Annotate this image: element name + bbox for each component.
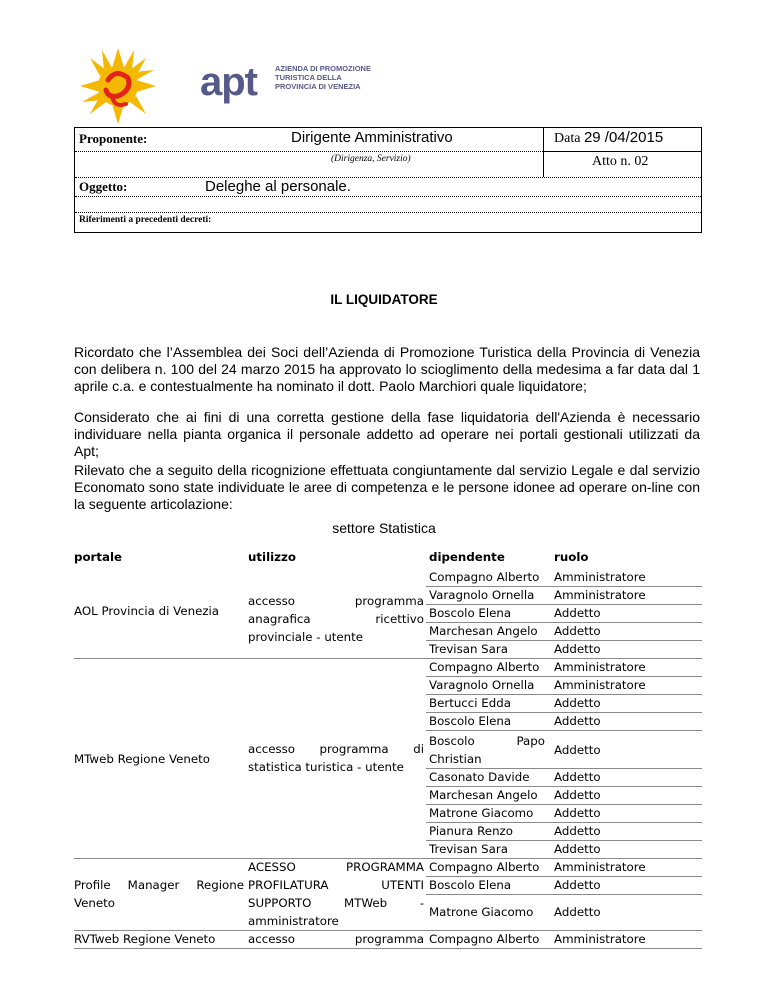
table-cell-dipendente: Boscolo Elena — [429, 878, 512, 892]
table-cell-ruolo: Amministratore — [554, 570, 646, 584]
table-cell-dipendente: Compagno Alberto — [429, 570, 540, 584]
table-cell-dipendente: Bertucci Edda — [429, 696, 511, 710]
table-cell-ruolo: Amministratore — [554, 860, 646, 874]
table-cell-ruolo: Addetto — [554, 606, 601, 620]
table-cell-ruolo: Addetto — [554, 788, 601, 802]
table-cell-dipendente: Trevisan Sara — [429, 642, 508, 656]
table-cell-dipendente: Matrone Giacomo — [429, 806, 534, 820]
paragraph-ricordato: Ricordato che l’Assemblea dei Soci dell’Azienda di Promozione Turistica della Provincia di Venezia con delibera n. 100 del 24 marzo 2015 ha approvato lo scioglimento della medesima a far data dal 1 aprile c.a. e contestualmente ha nominato il dott. Paolo Marchiori quale liquidatore; — [74, 344, 700, 394]
table-cell-dipendente: Matrone Giacomo — [429, 905, 534, 919]
oggetto-label: Oggetto: — [79, 179, 128, 194]
table-cell-dipendente: Compagno Alberto — [429, 932, 540, 946]
table-cell-dipendente: Boscolo Papo Christian — [429, 734, 545, 766]
table-cell-ruolo: Addetto — [554, 842, 601, 856]
logo-subtitle: AZIENDA DI PROMOZIONE TURISTICA DELLA PROVINCIA DI VENEZIA — [275, 64, 371, 91]
table-cell-dipendente: Marchesan Angelo — [429, 788, 538, 802]
table-cell-dipendente: Varagnolo Ornella — [429, 678, 535, 692]
table-cell-ruolo: Addetto — [554, 905, 601, 919]
table-cell-dipendente: Boscolo Elena — [429, 606, 512, 620]
data-field: Data 29 /04/2015 — [554, 129, 664, 146]
atto-number: Atto n. 02 — [592, 154, 649, 169]
table-cell-ruolo: Addetto — [554, 642, 601, 656]
table-cell-dipendente: Casonato Davide — [429, 770, 530, 784]
table-cell-dipendente: Pianura Renzo — [429, 824, 513, 838]
sector-title: settore Statistica — [332, 520, 436, 536]
table-cell-ruolo: Addetto — [554, 714, 601, 728]
document-header — [74, 127, 702, 233]
table-cell-utilizzo: accesso programma — [248, 932, 424, 946]
paragraph-considerato: Considerato che ai fini di una corretta gestione della fase liquidatoria dell'Azienda è necessario individuare nella pianta organica il personale addetto ad operare nei portali gestionali utilizzati da Apt; — [74, 409, 700, 459]
proponente-label: Proponente: — [79, 131, 148, 146]
table-cell-dipendente: Compagno Alberto — [429, 660, 540, 674]
oggetto-value: Deleghe al personale. — [205, 178, 351, 195]
table-cell-dipendente: Trevisan Sara — [429, 842, 508, 856]
table-cell-ruolo: Addetto — [554, 743, 601, 757]
document-title: IL LIQUIDATORE — [330, 292, 438, 307]
paragraph-rilevato: Rilevato che a seguito della ricognizione effettuata congiuntamente dal servizio Legale e dal servizio Economato sono state individuate le aree di competenza e le persone idonee ad operare on-line con la seguente articolazione: — [74, 462, 700, 512]
table-cell-ruolo: Amministratore — [554, 932, 646, 946]
table-cell-portale: Profile Manager Regione Veneto — [74, 878, 244, 910]
table-cell-portale: RVTweb Regione Veneto — [74, 932, 216, 946]
proponente-note: (Dirigenza, Servizio) — [331, 154, 411, 164]
table-cell-utilizzo: accesso programma di statistica turistica - utente — [248, 742, 424, 774]
table-cell-ruolo: Addetto — [554, 624, 601, 638]
table-cell-dipendente: Boscolo Elena — [429, 714, 512, 728]
table-cell-ruolo: Amministratore — [554, 660, 646, 674]
column-header-utilizzo: utilizzo — [248, 550, 297, 564]
sun-logo-icon — [78, 46, 158, 126]
table-cell-portale: MTweb Regione Veneto — [74, 752, 210, 766]
table-cell-dipendente: Marchesan Angelo — [429, 624, 538, 638]
table-cell-ruolo: Addetto — [554, 806, 601, 820]
table-cell-ruolo: Addetto — [554, 824, 601, 838]
table-cell-portale: AOL Provincia di Venezia — [74, 604, 220, 618]
table-cell-ruolo: Addetto — [554, 770, 601, 784]
table-cell-utilizzo: ACESSO PROGRAMMA PROFILATURA UTENTI SUPPORTO MTWeb - amministratore — [248, 860, 424, 928]
table-cell-dipendente: Varagnolo Ornella — [429, 588, 535, 602]
riferimenti-label: Riferimenti a precedenti decreti: — [79, 215, 212, 225]
logo-wordmark: apt — [200, 60, 257, 104]
table-cell-ruolo: Addetto — [554, 696, 601, 710]
table-cell-ruolo: Amministratore — [554, 678, 646, 692]
table-cell-utilizzo: accesso programma anagrafica ricettivo provinciale - utente — [248, 594, 424, 644]
table-cell-ruolo: Addetto — [554, 878, 601, 892]
column-header-portale: portale — [74, 550, 123, 564]
apt-logo — [78, 46, 371, 126]
proponente-value: Dirigente Amministrativo — [291, 129, 453, 146]
table-cell-dipendente: Compagno Alberto — [429, 860, 540, 874]
column-header-ruolo: ruolo — [554, 550, 589, 564]
column-header-dipendente: dipendente — [429, 550, 505, 564]
table-cell-ruolo: Amministratore — [554, 588, 646, 602]
